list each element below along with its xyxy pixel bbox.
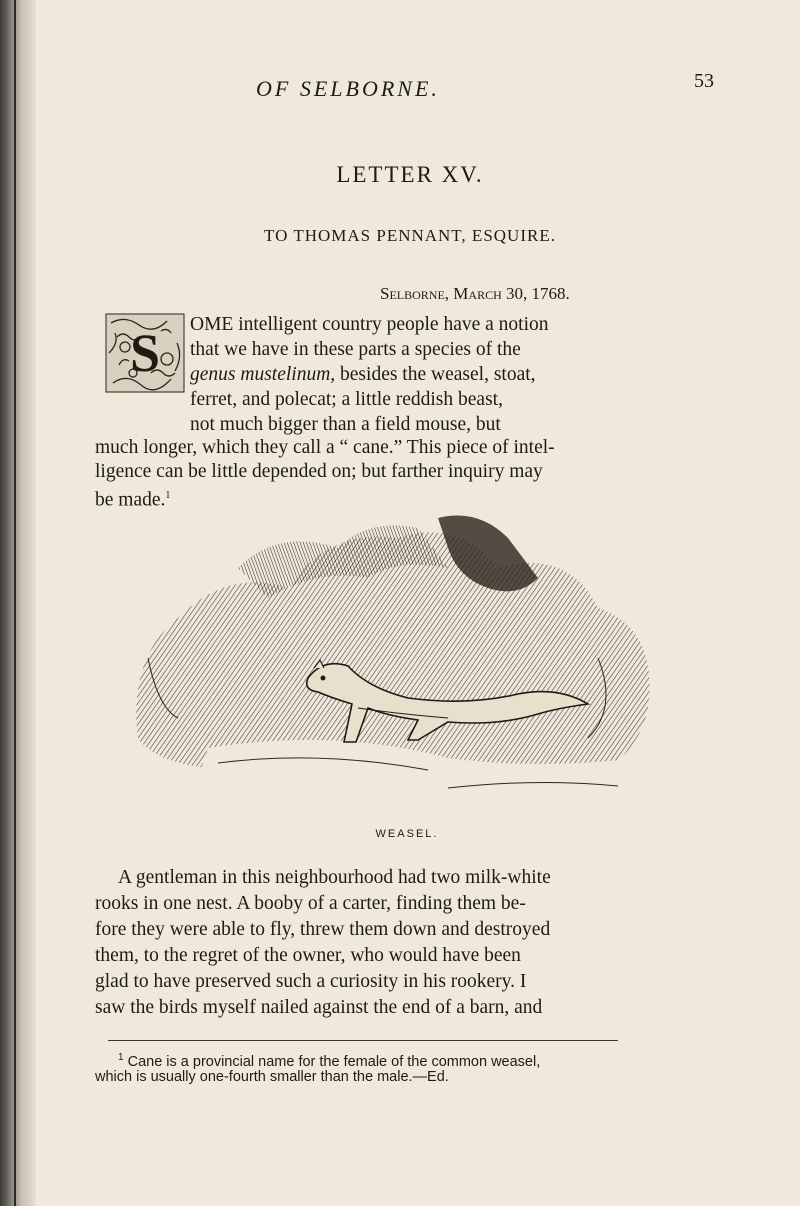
text-line: them, to the regret of the owner, who would have been xyxy=(95,945,521,966)
letter-heading: LETTER XV. xyxy=(336,162,484,187)
dateline: Selborne, March 30, 1768. xyxy=(380,284,570,303)
text-line: much longer, which they call a “ cane.” This piece of intel- xyxy=(95,437,555,458)
weasel-engraving xyxy=(118,508,693,818)
drop-cap-letter: S xyxy=(129,323,161,383)
addressee: TO THOMAS PENNANT, ESQUIRE. xyxy=(264,226,556,245)
drop-cap-ornament xyxy=(105,313,185,393)
text-fragment: be made. xyxy=(95,489,166,511)
figure-caption: WEASEL. xyxy=(375,828,439,840)
text-line: saw the birds myself nailed against the end of a barn, and xyxy=(95,997,543,1018)
footnote-reference: 1 xyxy=(165,490,171,501)
text-line: glad to have preserved such a curiosity in his rookery. I xyxy=(95,971,527,992)
footnote-line: which is usually one-fourth smaller than the male.—Ed. xyxy=(95,1069,449,1085)
text-line: rooks in one nest. A booby of a carter, finding them be- xyxy=(95,893,526,914)
text-line: that we have in these parts a species of the xyxy=(190,339,521,360)
running-header: OF SELBORNE. xyxy=(256,76,440,101)
footnote-marker: 1 xyxy=(118,1052,124,1063)
page-number: 53 xyxy=(694,70,714,92)
text-line: not much bigger than a field mouse, but xyxy=(190,414,501,435)
text-line: OME intelligent country people have a notion xyxy=(190,314,549,335)
text-line: fore they were able to fly, threw them down and destroyed xyxy=(95,919,551,940)
text-line: ligence can be little depended on; but farther inquiry may xyxy=(95,461,543,482)
italic-term: genus mustelinum, xyxy=(190,364,336,385)
text-line xyxy=(190,363,536,386)
text-fragment: Cane is a provincial name for the female of the common weasel, xyxy=(123,1053,541,1070)
text-fragment: besides the weasel, stoat, xyxy=(335,364,536,385)
text-line: ferret, and polecat; a little reddish beast, xyxy=(190,389,503,410)
text-line: A gentleman in this neighbourhood had two milk-white xyxy=(118,867,551,888)
footnote-rule xyxy=(108,1040,618,1041)
